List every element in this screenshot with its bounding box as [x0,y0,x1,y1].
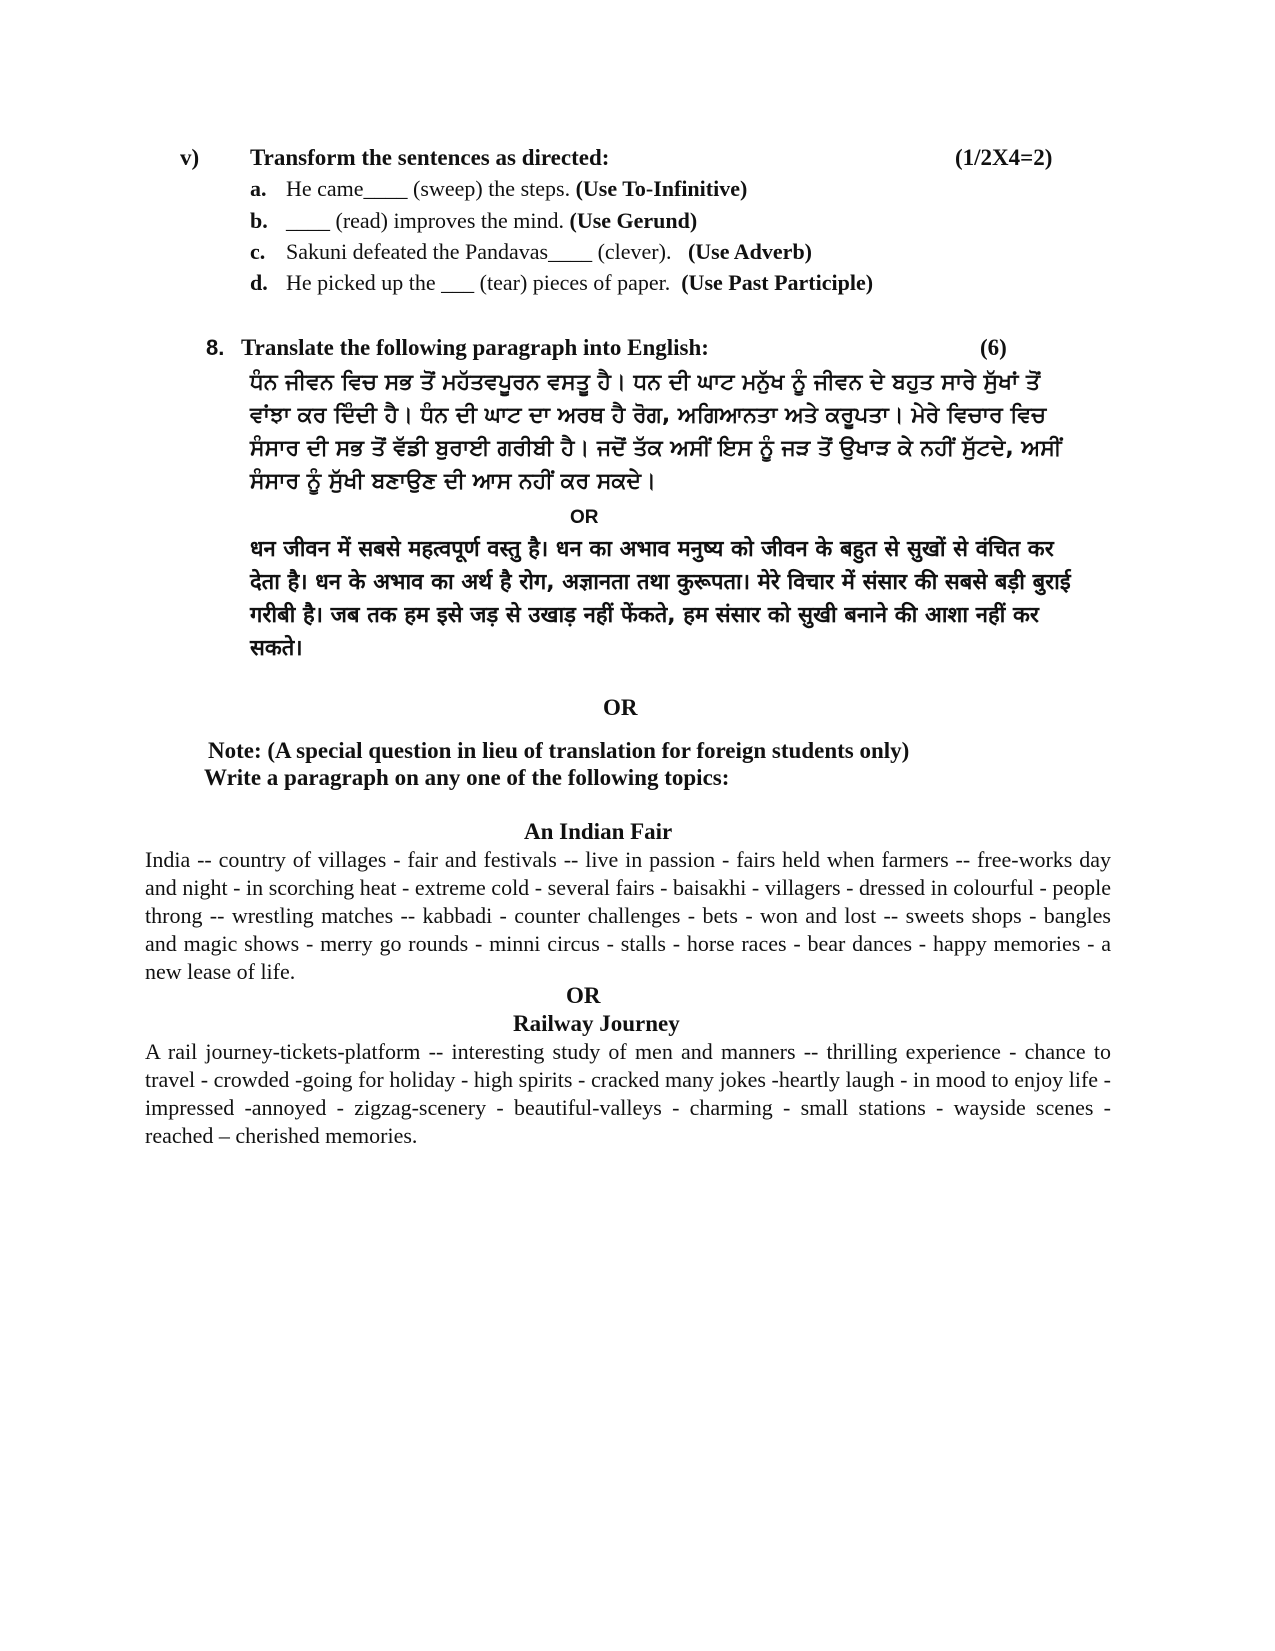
item-hint: (Use Adverb) [687,239,813,264]
item-text: Sakuni defeated the Pandavas____ (clever). [286,239,688,264]
topic-title: Railway Journey [513,1011,680,1036]
list-item [250,176,747,202]
question-8-number: 8. [206,335,225,360]
item-text: ____ (read) improves the mind. [286,208,570,233]
list-item [250,239,812,265]
list-item [250,270,873,296]
item-letter: b. [250,208,268,233]
item-letter: a. [250,176,267,201]
or-divider: OR [603,695,638,720]
item-hint: (Use Past Participle) [681,270,874,295]
list-item [250,208,697,234]
question-8-instruction: Translate the following paragraph into English: [241,335,709,360]
topic-paragraph: A rail journey-tickets-platform -- interesting study of men and manners -- thrilling experience - chance to travel - crowded -going for holiday - high spirits - cracked many jokes -heartly laugh - in mood to enjoy life - impressed -annoyed - zigzag-scenery - beautiful-valleys - charming - small stations - wayside scenes - reached – cherished memories. [145,1039,1111,1148]
or-divider: OR [570,507,599,528]
note-line: Note: (A special question in lieu of translation for foreign students only) [208,738,910,763]
item-text: He picked up the ___ (tear) pieces of paper. [286,270,682,295]
question-v-instruction: Transform the sentences as directed: [250,145,610,170]
hindi-paragraph: धन जीवन में सबसे महत्वपूर्ण वस्तु है। धन का अभाव मनुष्य को जीवन के बहुत से सुखों से वंचित कर देता है। धन के अभाव का अर्थ है रोग, अज्ञानता तथा कुरूपता। मेरे विचार में संसार की सबसे बड़ी बुराई गरीबी है। जब तक हम इसे जड़ से उखाड़ नहीं फेंकते, हम संसार को सुखी बनाने की आशा नहीं कर सकते। [250,537,1071,661]
topic-title: An Indian Fair [524,819,673,844]
item-hint: (Use Gerund) [569,208,698,233]
question-8-marks: (6) [980,335,1007,360]
or-divider: OR [566,983,601,1008]
item-text: He came____ (sweep) the steps. [286,176,576,201]
note-instruction: Write a paragraph on any one of the following topics: [204,765,730,790]
question-v-marks: (1/2X4=2) [955,145,1053,170]
topic-paragraph: India -- country of villages - fair and festivals -- live in passion - fairs held when farmers -- free-works day and night - in scorching heat - extreme cold - several fairs - baisakhi - villagers - dressed in colourful - people throng -- wrestling matches -- kabbadi - counter challenges - bets - won and lost -- sweets shops - bangles and magic shows - merry go rounds - minni circus - stalls - horse races - bear dances - happy memories - a new lease of life. [145,847,1111,984]
item-letter: d. [250,270,268,295]
punjabi-paragraph: ਧੰਨ ਜੀਵਨ ਵਿਚ ਸਭ ਤੋਂ ਮਹੱਤਵਪੂਰਨ ਵਸਤੂ ਹੈ। ਧਨ ਦੀ ਘਾਟ ਮਨੁੱਖ ਨੂੰ ਜੀਵਨ ਦੇ ਬਹੁਤ ਸਾਰੇ ਸੁੱਖਾਂ ਤੋਂ ਵਾਂਝਾ ਕਰ ਦਿੰਦੀ ਹੈ। ਧੰਨ ਦੀ ਘਾਟ ਦਾ ਅਰਥ ਹੈ ਰੋਗ, ਅਗਿਆਨਤਾ ਅਤੇ ਕਰੂਪਤਾ। ਮੇਰੇ ਵਿਚਾਰ ਵਿਚ ਸੰਸਾਰ ਦੀ ਸਭ ਤੋਂ ਵੱਡੀ ਬੁਰਾਈ ਗਰੀਬੀ ਹੈ। ਜਦੋਂ ਤੱਕ ਅਸੀਂ ਇਸ ਨੂੰ ਜੜ ਤੋਂ ਉਖਾੜ ਕੇ ਨਹੀਂ ਸੁੱਟਦੇ, ਅਸੀਂ ਸੰਸਾਰ ਨੂੰ ਸੁੱਖੀ ਬਣਾਉਣ ਦੀ ਆਸ ਨਹੀਂ ਕਰ ਸਕਦੇ। [250,370,1062,494]
question-v-label: v) [180,145,200,170]
item-hint: (Use To-Infinitive) [575,176,748,201]
item-letter: c. [250,239,266,264]
